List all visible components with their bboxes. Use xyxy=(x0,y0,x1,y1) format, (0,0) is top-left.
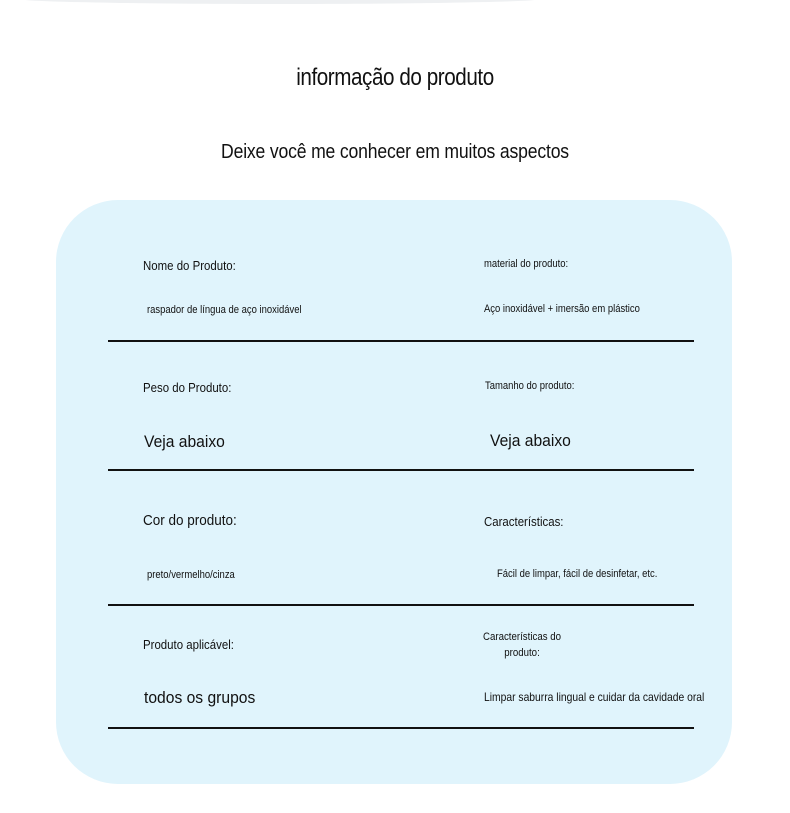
product-material-value: Aço inoxidável + imersão em plástico xyxy=(484,303,640,315)
top-decoration xyxy=(20,0,540,4)
features-value: Fácil de limpar, fácil de desinfetar, etc. xyxy=(497,568,658,580)
product-size-value: Veja abaixo xyxy=(490,431,571,450)
product-color-label: Cor do produto: xyxy=(143,512,237,529)
applicable-product-value: todos os grupos xyxy=(144,688,256,707)
product-weight-label: Peso do Produto: xyxy=(143,380,232,395)
row-divider xyxy=(108,727,694,729)
product-weight-value: Veja abaixo xyxy=(144,432,225,451)
product-name-value: raspador de língua de aço inoxidável xyxy=(147,304,302,316)
product-characteristics-label: Características do produto: xyxy=(482,631,562,659)
features-label: Características: xyxy=(484,514,564,529)
product-material-label: material do produto: xyxy=(484,258,569,270)
product-size-label: Tamanho do produto: xyxy=(485,380,575,392)
product-name-label: Nome do Produto: xyxy=(143,258,236,273)
row-divider xyxy=(108,340,694,342)
product-characteristics-value: Limpar saburra lingual e cuidar da cavidade oral xyxy=(484,690,705,704)
row-divider xyxy=(108,469,694,471)
product-info-card xyxy=(56,200,732,784)
row-divider xyxy=(108,604,694,606)
product-color-value: preto/vermelho/cinza xyxy=(147,569,235,581)
page-title: informação do produto xyxy=(296,64,494,91)
applicable-product-label: Produto aplicável: xyxy=(143,637,234,652)
page-subtitle: Deixe você me conhecer em muitos aspectos xyxy=(221,141,569,163)
